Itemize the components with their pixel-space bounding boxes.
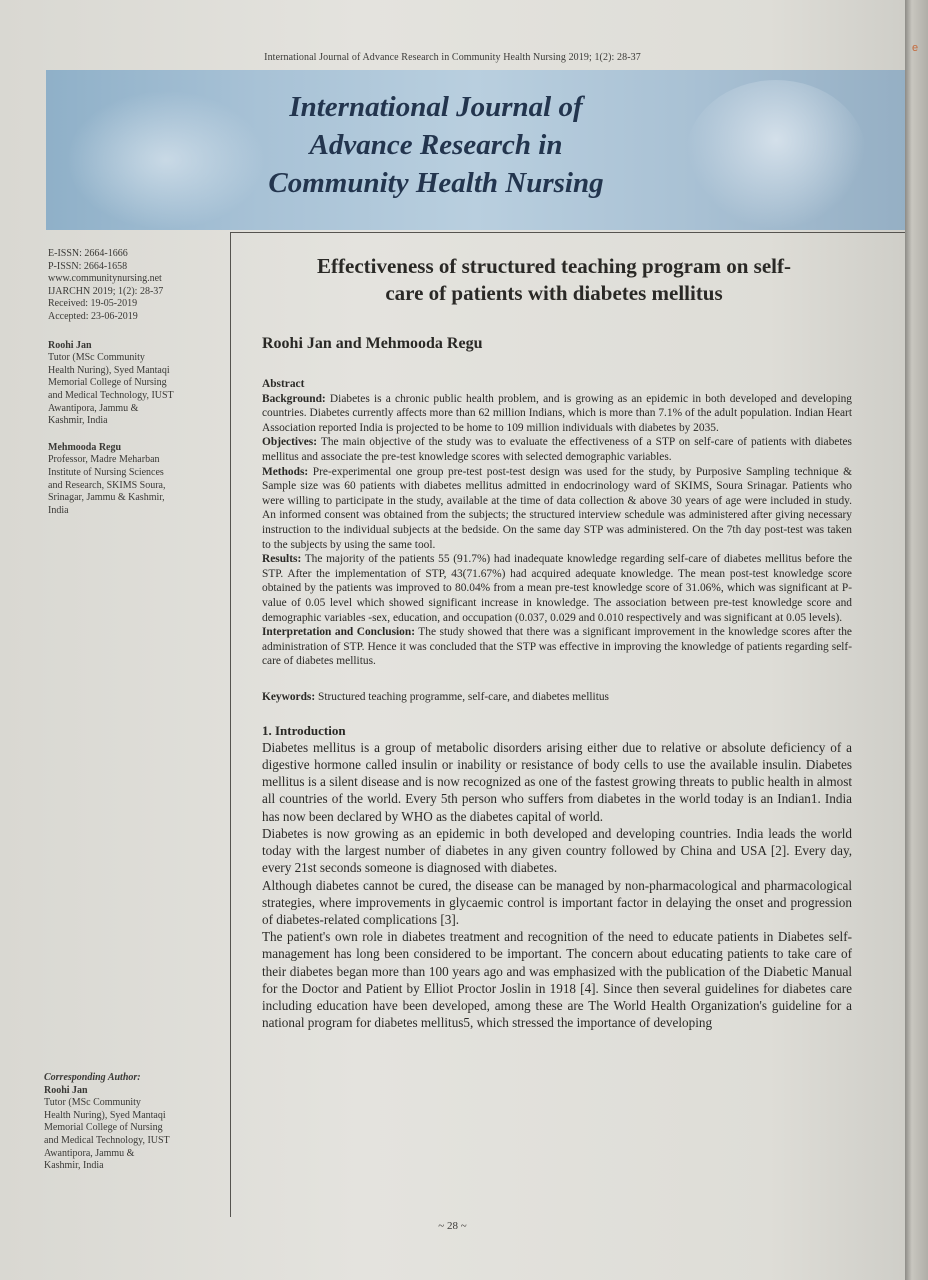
abstract-section-objectives	[262, 435, 852, 464]
accepted-date: Accepted: 23-06-2019	[48, 310, 138, 322]
corresponding-line: Health Nuring), Syed Mantaqi	[44, 1109, 166, 1121]
edge-mark: e	[912, 42, 919, 54]
page-number: ~ 28 ~	[438, 1220, 467, 1232]
article-authors: Roohi Jan and Mehmooda Regu	[262, 335, 483, 352]
journal-title-line: International Journal of	[289, 91, 583, 123]
keywords	[262, 691, 852, 703]
section-label: Methods:	[262, 465, 309, 478]
article-meta	[48, 248, 223, 324]
affiliation-line: Health Nuring), Syed Mantaqi	[48, 364, 170, 376]
affiliation-line: Kashmir, India	[48, 415, 108, 427]
affiliation-name: Roohi Jan	[48, 339, 92, 351]
article-title	[256, 253, 852, 307]
eissn: E-ISSN: 2664-1666	[48, 248, 128, 259]
keywords-label: Keywords:	[262, 690, 316, 703]
corresponding-line: Awantipora, Jammu &	[44, 1147, 135, 1159]
corresponding-heading: Corresponding Author:	[44, 1072, 141, 1083]
affiliation-name: Mehmooda Regu	[48, 441, 122, 453]
affiliation-line: India	[48, 504, 69, 516]
section-text: The majority of the patients 55 (91.7%) had inadequate knowledge regarding self-care of diabetes mellitus before the STP. After the implementation of STP, 43(71.67%) had acquired adequate knowledge. The mean post-test knowledge score obtained by the patients was improved to 80.04% from a mean pre-test knowledge score of 31.06%, which was significant at P-value of 0.05 level which showed significant increase in knowledge. The association between pre-test knowledge score and demographic variables -sex, education, and occupation (0.037, 0.029 and 0.010 respectively and was significant at 0.05 levels).	[262, 553, 852, 624]
divider	[230, 232, 906, 233]
paragraph: Diabetes mellitus is a group of metabolic disorders arising either due to relative or absolute deficiency of a digestive hormone called insulin or inability or resistance of body cells to use the available insulin. Diabetes mellitus is a silent disease and is now recognized as one of the fastest growing threats to public health in almost all countries of the world. Every 5th person who suffers from diabetes in the world today is an Indian1. India has now been declared by WHO as the diabetes capital of world.	[262, 739, 852, 824]
website: www.communitynursing.net	[48, 273, 162, 285]
paragraph: Diabetes is now growing as an epidemic in both developed and developing countries. India leads the world today with the largest number of diabetes in any given country followed by China and USA [2]. Every day, every 21st seconds someone is diagnosed with diabetes.	[262, 825, 852, 876]
corresponding-author	[44, 1072, 229, 1173]
corresponding-line: Kashmir, India	[44, 1160, 104, 1172]
paragraph: The patient's own role in diabetes treatment and recognition of the need to educate patients in Diabetes self-management has long been considered to be important. The concern about educating patients to take care of their diabetes began more than 100 years ago and was emphasized with the publication of the Diabetic Manual for the Doctor and Patient by Elliot Proctor Joslin in 1918 [4]. Since then several guidelines for diabetes care including education have been developed, among these are The World Health Organization's guideline for a national program for diabetes mellitus5, which stressed the importance of developing	[262, 929, 852, 1031]
paragraph: Although diabetes cannot be cured, the disease can be managed by non-pharmacological and pharmacological strategies, where improvements in glycaemic control is important factor in delaying the onset and progression of diabetes-related complications [3].	[262, 877, 852, 927]
affiliation-line: Srinagar, Jammu & Kashmir,	[48, 492, 165, 504]
journal-banner	[46, 70, 906, 230]
abstract-section-results	[262, 552, 852, 625]
affiliation-line: Institute of Nursing Sciences	[48, 466, 164, 478]
affiliation-line: Professor, Madre Meharban	[48, 454, 160, 466]
affiliation-line: Tutor (MSc Community	[48, 352, 145, 364]
corresponding-line: Memorial College of Nursing	[44, 1122, 163, 1134]
pissn: P-ISSN: 2664-1658	[48, 260, 128, 272]
sidebar	[48, 248, 223, 517]
section-label: Background:	[262, 392, 326, 405]
journal-title-line: Community Health Nursing	[268, 167, 604, 199]
journal-title	[236, 88, 636, 202]
section-label: Results:	[262, 553, 302, 566]
abstract-heading: Abstract	[262, 378, 305, 390]
journal-title-line: Advance Research in	[309, 129, 563, 161]
article-main	[262, 253, 852, 1031]
article-title-line: care of patients with diabetes mellitus	[385, 281, 723, 305]
section-heading: 1. Introduction	[262, 722, 346, 738]
received-date: Received: 19-05-2019	[48, 298, 138, 310]
section-text: The main objective of the study was to evaluate the effectiveness of a STP on self-care of patients with diabetes mellitus and associate the pre-test knowledge scores with selected demographic variables.	[262, 436, 852, 463]
next-page-edge	[905, 0, 928, 1280]
article-title-line: Effectiveness of structured teaching program on self-	[317, 254, 791, 278]
section-label: Interpretation and Conclusion:	[262, 626, 415, 639]
running-head: International Journal of Advance Research in Community Health Nursing 2019; 1(2): 28-37	[264, 52, 641, 63]
corresponding-line: Tutor (MSc Community	[44, 1097, 141, 1109]
abstract-section-methods	[262, 465, 852, 553]
column-divider	[230, 232, 231, 1217]
introduction	[262, 739, 852, 1031]
corresponding-name: Roohi Jan	[44, 1084, 88, 1096]
affiliation	[48, 340, 223, 428]
affiliation-line: and Medical Technology, IUST	[48, 389, 174, 401]
affiliation-line: Awantipora, Jammu &	[48, 402, 139, 414]
corresponding-line: and Medical Technology, IUST	[44, 1134, 170, 1146]
section-text: The study showed that there was a significant improvement in the knowledge scores after the administration of STP. Hence it was concluded that the STP was effective in improving the knowledge of patients regarding self-care of diabetes mellitus.	[262, 626, 852, 668]
section-text: Pre-experimental one group pre-test post-test design was used for the study, by Purposive Sampling technique & Sample size was 60 patients with diabetes mellitus admitted in endocrinology ward of SKIMS, Soura Srinagar. Patients who were willing to participate in the study, available at the time of data collection & above 30 years of age were included in study. An informed consent was obtained from the subjects; the structured interview schedule was administered after giving necessary instruction to the individual subjects at the bedside. On the same day STP was administered. On the 7th day post-test was taken to the subjects by using the same tool.	[262, 465, 852, 551]
affiliation	[48, 442, 223, 518]
keywords-text: Structured teaching programme, self-care, and diabetes mellitus	[315, 690, 609, 703]
citation: IJARCHN 2019; 1(2): 28-37	[48, 285, 164, 297]
affiliation-line: and Research, SKIMS Soura,	[48, 479, 166, 491]
abstract-section-background	[262, 392, 852, 436]
banner-decoration	[686, 80, 866, 230]
abstract	[262, 377, 852, 669]
section-text: Diabetes is a chronic public health problem, and is growing as an epidemic in both developed and developing countries. Diabetes currently affects more than 62 million Indians, which is more than 7.1% of the adult population. Indian Heart Association reported India is projected to be home to 109 million individuals with diabetes by 2035.	[262, 392, 852, 434]
affiliation-line: Memorial College of Nursing	[48, 377, 167, 389]
section-label: Objectives:	[262, 436, 318, 449]
abstract-section-conclusion	[262, 625, 852, 669]
